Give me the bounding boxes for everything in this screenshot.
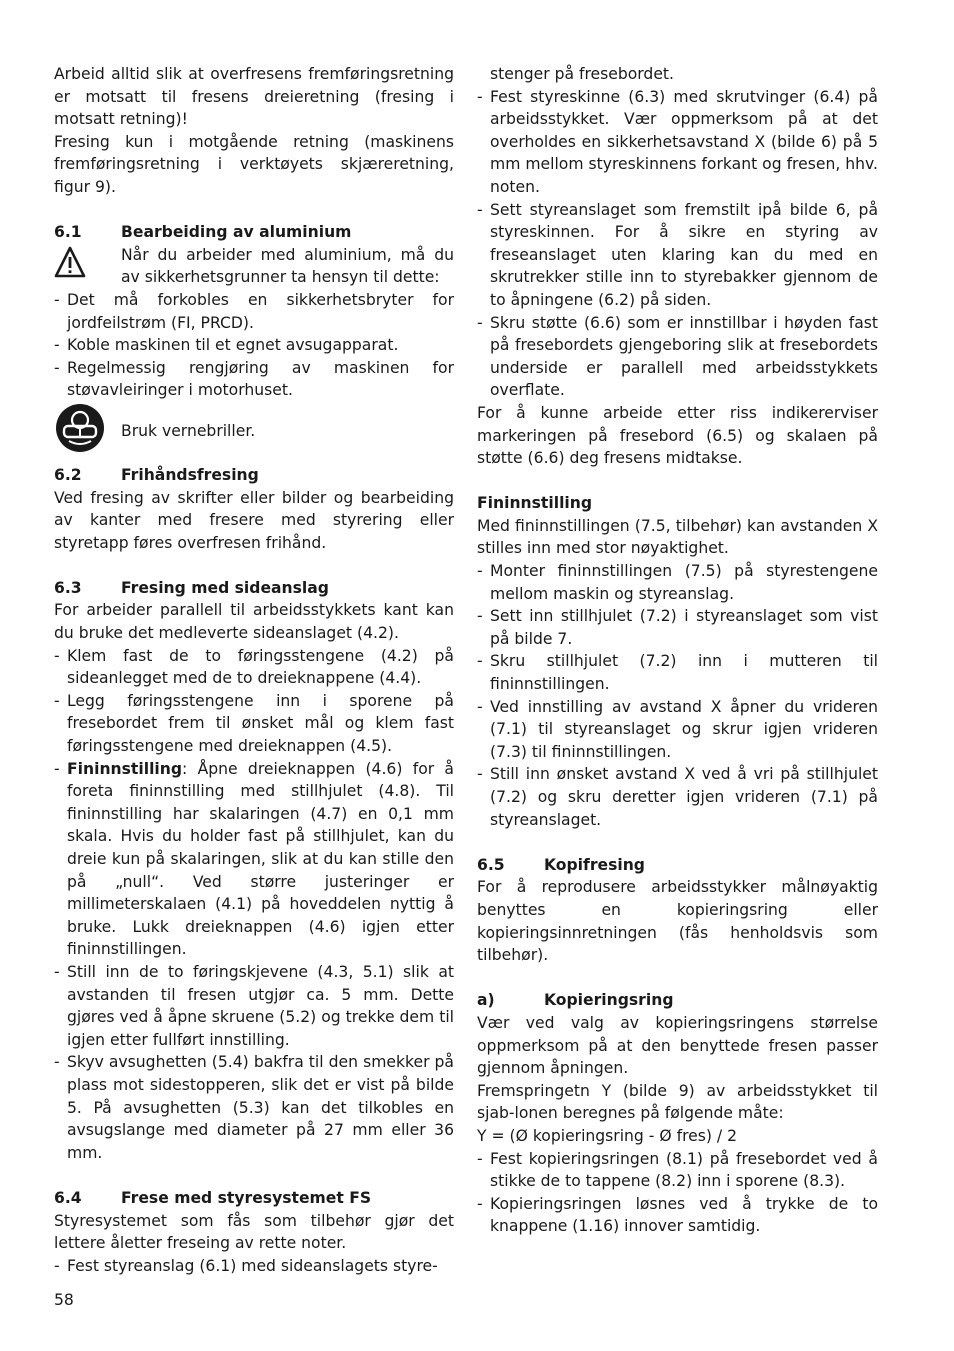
section-text: Vær ved valg av kopieringsringens størrelse oppmerksom på at den benyttede fresen passer gjennom åpningen.	[477, 1013, 878, 1078]
section-heading-6-2	[54, 464, 454, 487]
section-number: a)	[477, 991, 495, 1010]
section-title: Kopieringsring	[544, 991, 674, 1010]
list-item: - Sett styreanslaget som fremstilt ipå bilde 6, på styreskinnen. For å sikre en styring av freseanslaget uten klaring kan du med en skrutrekker stille inn to styrebakker gjennom de to åpningene (6.2) på siden.	[477, 200, 878, 309]
fine-adjust-heading	[477, 492, 878, 515]
left-column	[54, 63, 454, 1277]
section-text: Styresystemet som fås som tilbehør gjør det lettere åletter freseing av rette noter.	[54, 1211, 454, 1253]
section-title: Kopifresing	[544, 855, 645, 874]
paragraph: For å kunne arbeide etter riss indikererviser markeringen på fresebord (6.5) og skalaen på støtte (6.6) deg fresens midtakse.	[477, 403, 878, 468]
section-number: 6.1	[54, 223, 82, 242]
list-item: - Fest styreskinne (6.3) med skrutvinger (6.4) på arbeidsstykket. Vær oppmerksom på at det overholdes en sikkerhetsavstand X (bilde 6) på 5 mm mellom styreskinnens forkant og fresen, hhv. noten.	[477, 87, 878, 196]
intro-paragraph-1: Arbeid alltid slik at overfresens fremføringsretning er motsatt til fresens dreieretning (fresing i motsatt retning)!	[54, 65, 454, 129]
intro-paragraph-2: Fresing kun i motgående retning (maskinens fremføringsretning i verktøyets skjæreretning, figur 9).	[54, 132, 454, 196]
section-title: Fininnstilling	[477, 494, 593, 513]
formula: Y = (Ø kopieringsring - Ø fres) / 2	[477, 1126, 738, 1145]
list-item: - Skru støtte (6.6) som er innstillbar i høyden fast på fresebordets gjengeboring slik at fresebordets underside er parallell med arbeidsstykkets overflate.	[477, 313, 878, 400]
list-item: - Fininnstilling: Åpne dreieknappen (4.6) for å foreta fininnstilling med stillhjulet (4.8). Til fininnstilling har skalaringen (4.7) en 0,1 mm skala. Hvis du holder fast på stillhjulet, kan du dreie kun på skalaringen, slik at du kan stille den på „null“. Ved større justeringer er millimeterskalaen (4.1) på hoveddelen nyttig å bruke. Lukk dreieknappen (4.6) igjen etter fininnstillingen.	[54, 759, 454, 959]
section-heading-6-5	[477, 854, 878, 877]
list-item: - Fest kopieringsringen (8.1) på fresebordet ved å stikke de to tappene (8.2) inn i sporene (8.3).	[477, 1149, 878, 1191]
warning-block	[54, 244, 454, 289]
list-item: - Still inn ønsket avstand X ved å vri på stillhjulet (7.2) og skru deretter igjen vrideren (7.1) på styreanslaget.	[477, 765, 878, 829]
safety-goggles-icon	[54, 403, 121, 460]
list-item: - Sett inn stillhjulet (7.2) i styreanslaget som vist på bilde 7.	[477, 607, 878, 648]
section-title: Bearbeiding av aluminium	[121, 223, 352, 242]
list-item: - Koble maskinen til et egnet avsugapparat.	[54, 336, 399, 355]
list-item: - Still inn de to føringskjevene (4.3, 5.1) slik at avstanden til fresen utgjør ca. 5 mm. Dette gjøres ved å åpne skruene (5.2) og trekke dem til igjen etter fullført innstilling.	[54, 962, 454, 1049]
section-heading-a	[477, 989, 878, 1012]
section-text: For å reprodusere arbeidsstykker målnøyaktig benyttes en kopieringsring eller kopieringsinnretningen (fås henholdsvis som tilbehør).	[477, 878, 878, 965]
list-item: - Monter fininnstillingen (7.5) på styrestengene mellom maskin og styreanslag.	[477, 562, 878, 603]
list-item: - Kopieringsringen løsnes ved å trykke de to knappene (1.16) innover samtidig.	[477, 1194, 878, 1236]
section-text: Fremspringetn Y (bilde 9) av arbeidsstykket til sjab-lonen beregnes på følgende måte:	[477, 1081, 878, 1123]
list-item: - Legg føringsstengene inn i sporene på fresebordet frem til ønsket mål og klem fast føringsstengene med dreieknappen (4.5).	[54, 691, 454, 756]
list-item: - Skru stillhjulet (7.2) inn i mutteren til fininnstillingen.	[477, 652, 878, 694]
section-heading-6-1	[54, 221, 454, 244]
page-number: 58	[54, 1291, 74, 1309]
warning-text: Når du arbeider med aluminium, må du av sikkerhetsgrunner ta hensyn til dette:	[121, 245, 454, 287]
list-item: - Skyv avsughetten (5.4) bakfra til den smekker på plass mot sidestopperen, slik det er vist på bilde 5. På avsughetten (5.3) kan det tilkobles en avsugslange med diameter på 27 mm eller 36 mm.	[54, 1053, 454, 1162]
section-title: Frihåndsfresing	[121, 465, 259, 484]
list-item: - Fest styreanslag (6.1) med sideanslagets styre-	[54, 1256, 438, 1275]
list-item-continuation: stenger på fresebordet.	[490, 65, 674, 83]
section-number: 6.5	[477, 855, 505, 874]
list-item: - Det må forkobles en sikkerhetsbryter for jordfeilstrøm (FI, PRCD).	[54, 290, 454, 332]
list-item: - Klem fast de to føringsstengene (4.2) på sideanlegget med de to dreieknappene (4.4).	[54, 646, 454, 688]
section-text: Ved fresing av skrifter eller bilder og bearbeiding av kanter med fresere med styrering eller styretapp føres overfresen frihånd.	[54, 488, 454, 552]
list-item: - Ved innstilling av avstand X åpner du vrideren (7.1) til styreanslaget og skrur igjen vrideren (7.3) til fininnstillingen.	[477, 697, 878, 761]
section-title: Frese med styresystemet FS	[121, 1188, 372, 1207]
section-number: 6.4	[54, 1188, 82, 1207]
section-heading-6-4	[54, 1187, 454, 1210]
fine-adjust-label: Fininnstilling	[67, 759, 183, 778]
warning-triangle-icon	[54, 244, 121, 287]
list-item: - Regelmessig rengjøring av maskinen for støvavleiringer i motorhuset.	[54, 358, 454, 400]
section-heading-6-3	[54, 577, 454, 600]
section-number: 6.3	[54, 578, 82, 597]
section-number: 6.2	[54, 465, 82, 484]
goggles-text: Bruk vernebriller.	[121, 421, 256, 440]
right-column	[477, 63, 878, 1238]
section-title: Fresing med sideanslag	[121, 578, 329, 597]
goggles-block	[54, 406, 454, 456]
section-text: Med fininnstillingen (7.5, tilbehør) kan avstanden X stilles inn med stor nøyaktighet.	[477, 516, 878, 558]
section-text: For arbeider parallell til arbeidsstykkets kant kan du bruke det medleverte sideanslaget (4.2).	[54, 601, 454, 643]
